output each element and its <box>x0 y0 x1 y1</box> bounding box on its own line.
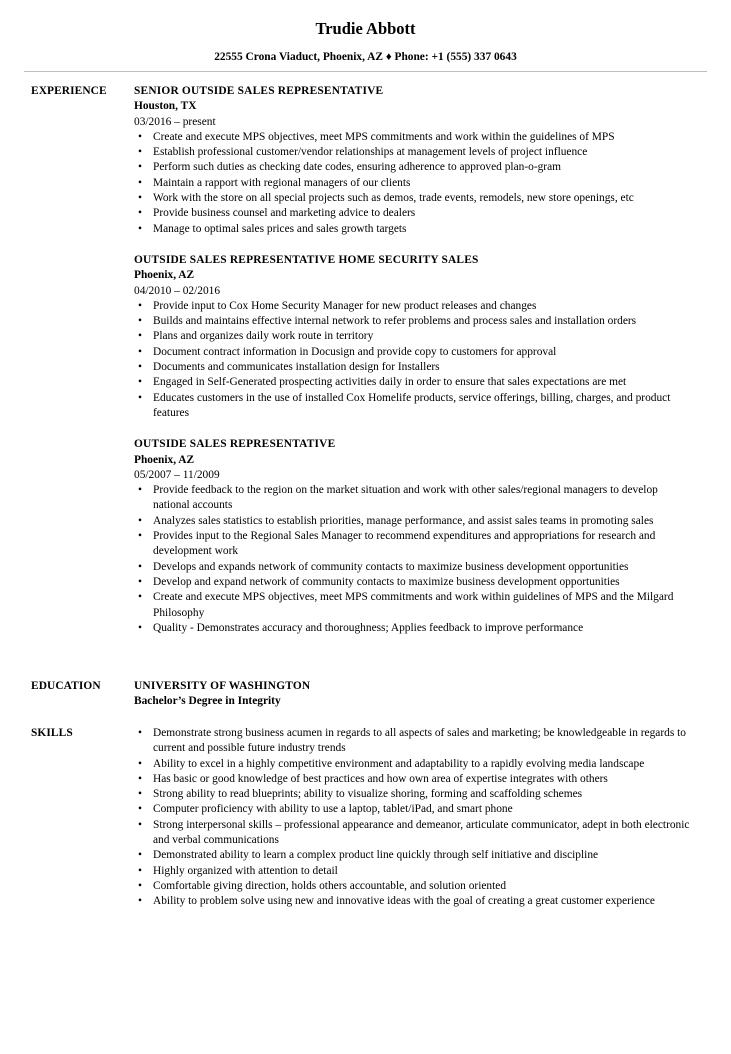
skill-item: • Computer proficiency with ability to use a laptop, tablet/iPad, and smart phone <box>134 802 694 817</box>
job-bullet: • Develops and expands network of community contacts to maximize business development opportunities <box>134 560 694 575</box>
education-entry <box>134 679 694 710</box>
job-bullet: • Maintain a rapport with regional managers of our clients <box>134 176 694 191</box>
job-bullet: • Document contract information in Docusign and provide copy to customers for approval <box>134 345 694 360</box>
education-school: UNIVERSITY OF WASHINGTON <box>134 680 311 692</box>
job-bullet: • Provides input to the Regional Sales Manager to recommend expenditures and appropriations for research and development work <box>134 529 694 560</box>
job-entry <box>134 84 694 237</box>
skills-list <box>134 726 694 910</box>
experience-list <box>134 84 694 652</box>
education-degree: Bachelor’s Degree in Integrity <box>134 695 281 708</box>
job-bullet: • Builds and maintains effective internal network to refer problems and process sales and installation orders <box>134 314 694 329</box>
skill-item: • Strong ability to read blueprints; ability to visualize shoring, forming and scaffolding schemes <box>134 787 694 802</box>
job-entry <box>134 437 694 636</box>
job-bullet: • Plans and organizes daily work route in territory <box>134 329 694 344</box>
job-entry <box>134 253 694 421</box>
job-dates: 03/2016 – present <box>134 115 216 128</box>
job-title: OUTSIDE SALES REPRESENTATIVE HOME SECURITY SALES <box>134 253 479 266</box>
job-bullet: • Establish professional customer/vendor relationships at management levels of project influence <box>134 145 694 160</box>
skill-item: • Comfortable giving direction, holds others accountable, and solution oriented <box>134 879 694 894</box>
skill-item: • Ability to problem solve using new and innovative ideas with the goal of creating a great customer experience <box>134 894 694 909</box>
candidate-name: Trudie Abbott <box>315 19 416 38</box>
job-bullet: • Develop and expand network of community contacts to maximize business development opportunities <box>134 575 694 590</box>
job-bullet: • Provide input to Cox Home Security Manager for new product releases and changes <box>134 299 694 314</box>
job-bullet: • Provide feedback to the region on the market situation and work with other sales/regional managers to develop national accounts <box>134 483 694 514</box>
job-bullet: • Documents and communicates installation design for Installers <box>134 360 694 375</box>
job-dates: 05/2007 – 11/2009 <box>134 468 220 481</box>
skill-item: • Highly organized with attention to detail <box>134 864 694 879</box>
job-bullet: • Create and execute MPS objectives, meet MPS commitments and work within the guidelines of MPS <box>134 130 694 145</box>
header-divider <box>24 71 707 72</box>
skill-item: • Has basic or good knowledge of best practices and how own area of expertise integrates with others <box>134 772 694 787</box>
job-bullet: • Perform such duties as checking date codes, ensuring adherence to approved plan-o-gram <box>134 160 694 175</box>
job-location: Phoenix, AZ <box>134 453 195 466</box>
experience-label: EXPERIENCE <box>31 85 107 97</box>
job-bullet: • Create and execute MPS objectives, meet MPS commitments and work within guidelines of MPS and the Milgard Philosophy <box>134 590 694 621</box>
contact-line: 22555 Crona Viaduct, Phoenix, AZ ♦ Phone: +1 (555) 337 0643 <box>214 51 517 63</box>
skills-bullets <box>134 726 694 910</box>
skill-item: • Strong interpersonal skills – professional appearance and demeanor, articulate communicator, adept in both electronic and verbal communications <box>134 818 694 849</box>
job-location: Houston, TX <box>134 100 197 113</box>
skill-item: • Demonstrate strong business acumen in regards to all aspects of sales and marketing; be knowledgeable in regards to current and possible future industry trends <box>134 726 694 757</box>
job-location: Phoenix, AZ <box>134 269 195 282</box>
job-bullets <box>134 299 694 421</box>
job-bullets <box>134 483 694 636</box>
job-bullet: • Work with the store on all special projects such as demos, trade events, remodels, new store openings, etc <box>134 191 694 206</box>
job-bullet: • Manage to optimal sales prices and sales growth targets <box>134 222 694 237</box>
education-label: EDUCATION <box>31 680 101 692</box>
job-bullet: • Educates customers in the use of installed Cox Homelife products, service offerings, billing, charges, and product features <box>134 391 694 422</box>
job-bullets <box>134 130 694 237</box>
skills-label: SKILLS <box>31 727 73 739</box>
job-bullet: • Quality - Demonstrates accuracy and thoroughness; Applies feedback to improve performance <box>134 621 694 636</box>
job-bullet: • Provide business counsel and marketing advice to dealers <box>134 206 694 221</box>
job-dates: 04/2010 – 02/2016 <box>134 284 221 297</box>
job-bullet: • Engaged in Self-Generated prospecting activities daily in order to ensure that sales expectations are met <box>134 375 694 390</box>
skill-item: • Ability to excel in a highly competitive environment and adaptability to a rapidly evolving media landscape <box>134 757 694 772</box>
job-bullet: • Analyzes sales statistics to establish priorities, manage performance, and assist sales teams in promoting sales <box>134 514 694 529</box>
job-title: SENIOR OUTSIDE SALES REPRESENTATIVE <box>134 85 384 97</box>
job-title: OUTSIDE SALES REPRESENTATIVE <box>134 438 336 451</box>
skill-item: • Demonstrated ability to learn a complex product line quickly through self initiative and discipline <box>134 848 694 863</box>
